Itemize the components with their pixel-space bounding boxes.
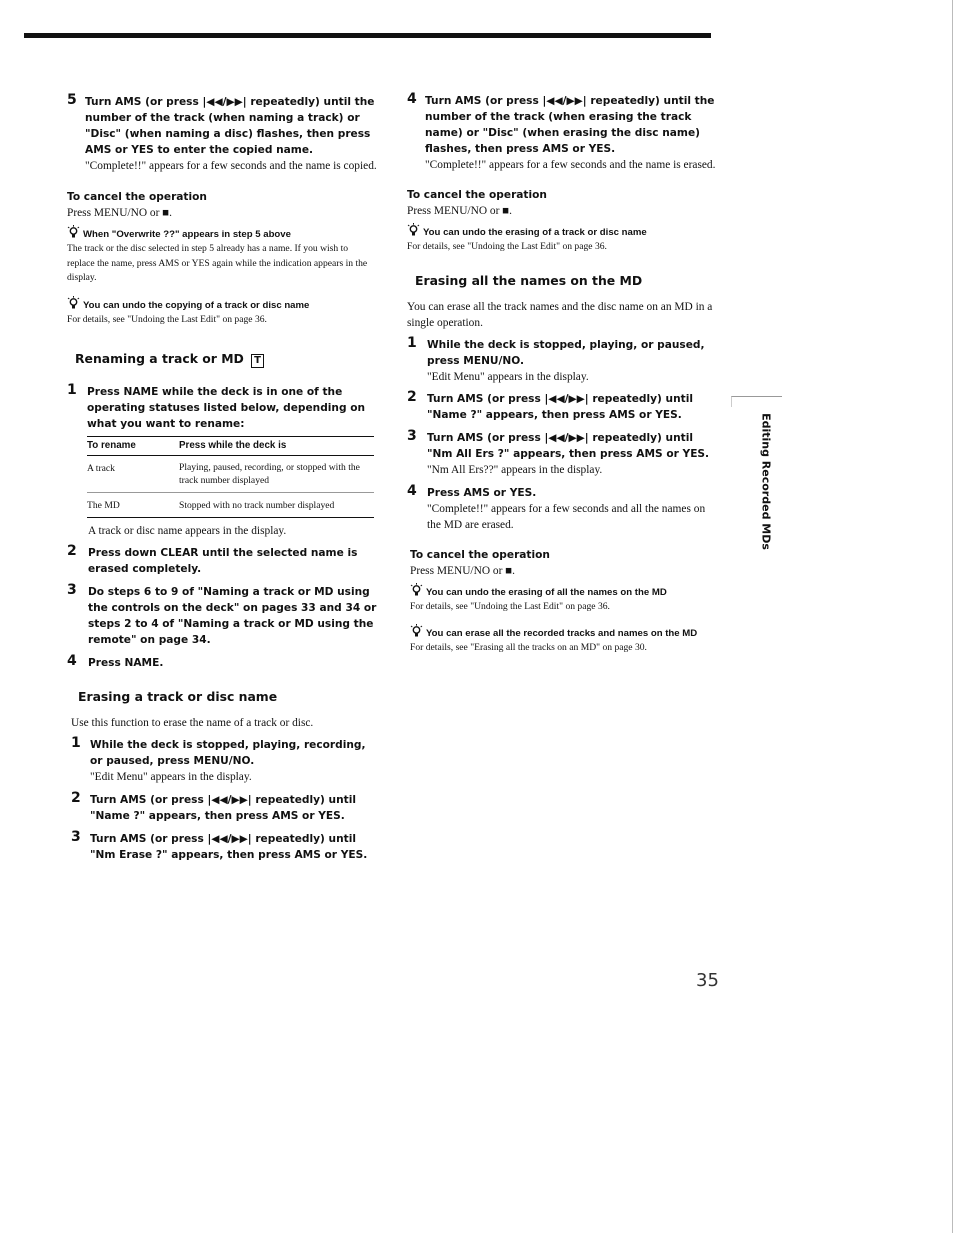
step-number: 1 <box>71 734 81 751</box>
rename-table <box>87 436 374 518</box>
lightbulb-icon <box>410 583 423 597</box>
step-note: "Complete!!" appears for a few seconds and all the names on the MD are erased. <box>427 502 706 531</box>
tip-overwrite <box>67 225 377 286</box>
left-column <box>67 94 377 863</box>
erase-all-step-1 <box>407 334 717 385</box>
step-text: Turn AMS (or press |◀◀/▶▶| repeatedly) until the number of the track (when erasing the track name) or "Disc" (when erasing the disc name) flashes, then press AMS or YES. <box>425 95 715 155</box>
step-number: 2 <box>407 388 417 405</box>
step-note: "Edit Menu" appears in the display. <box>90 770 252 783</box>
cancel-text: Press MENU/NO or ■. <box>410 564 515 577</box>
tip-text: For details, see "Erasing all the tracks on an MD" on page 30. <box>410 642 647 653</box>
tip-undo-erase <box>407 223 717 255</box>
tip-heading: You can undo the erasing of a track or disc name <box>423 227 647 238</box>
section-title-renaming: Renaming a track or MD T <box>67 351 377 368</box>
cancel-text: Press MENU/NO or ■. <box>67 207 172 219</box>
erase-all-step-2 <box>407 388 717 423</box>
step-number: 1 <box>407 334 417 351</box>
erase-step-2 <box>67 789 377 824</box>
erase-all-step-4 <box>407 482 717 533</box>
rename-step-2 <box>67 542 377 577</box>
table-cell: Playing, paused, recording, or stopped with the track number displayed <box>179 462 360 486</box>
rename-step-1 <box>67 384 377 432</box>
rename-note: A track or disc name appears in the display. <box>88 524 287 537</box>
table-header: Press while the deck is <box>179 440 287 451</box>
step-number: 3 <box>407 427 417 444</box>
lightbulb-icon <box>407 223 420 237</box>
tip-text: For details, see "Undoing the Last Edit" on page 36. <box>67 313 267 325</box>
erase-all-intro: You can erase all the track names and the disc name on an MD in a single operation. <box>407 300 713 329</box>
step-note: "Nm All Ers??" appears in the display. <box>427 463 603 476</box>
step-number: 4 <box>67 652 77 669</box>
tip-text: For details, see "Undoing the Last Edit" on page 36. <box>410 600 610 612</box>
section-title-erase-all: Erasing all the names on the MD <box>415 272 643 288</box>
rename-step-4 <box>67 652 377 671</box>
right-column <box>407 93 717 656</box>
step-text: Turn AMS (or press |◀◀/▶▶| repeatedly) until "Nm Erase ?" appears, then press AMS or YES. <box>90 832 368 861</box>
tip-erase-all-tracks <box>407 624 717 656</box>
rename-step-3 <box>67 581 377 648</box>
step-text: Turn AMS (or press |◀◀/▶▶| repeatedly) until "Nm All Ers ?" appears, then press AMS or YES. <box>427 431 710 460</box>
tip-heading: You can undo the copying of a track or disc name <box>83 299 310 311</box>
cancel-heading: To cancel the operation <box>407 189 547 201</box>
side-tab-marker <box>731 396 782 407</box>
remote-t-icon: T <box>251 354 264 368</box>
erase-intro: Use this function to erase the name of a track or disc. <box>71 716 314 729</box>
step-text: Press NAME while the deck is in one of the operating statuses listed below, depending on what you want to rename: <box>87 386 366 430</box>
table-cell: The MD <box>87 500 120 511</box>
step-text: While the deck is stopped, playing, recording, or paused, press MENU/NO. <box>90 738 366 767</box>
step-text: Turn AMS (or press |◀◀/▶▶| repeatedly) until "Name ?" appears, then press AMS or YES. <box>427 392 693 421</box>
lightbulb-icon <box>67 225 80 239</box>
table-row <box>87 493 374 518</box>
cancel-heading: To cancel the operation <box>67 191 207 203</box>
step-note: "Complete!!" appears for a few seconds and the name is copied. <box>85 160 377 172</box>
step-5 <box>67 94 377 174</box>
tip-undo-copy <box>67 296 377 328</box>
erase-all-step-3 <box>407 427 717 478</box>
cancel-heading: To cancel the operation <box>410 548 550 561</box>
tip-heading: When "Overwrite ??" appears in step 5 above <box>83 229 291 240</box>
table-cell: A track <box>87 463 115 474</box>
step-number: 3 <box>67 581 77 598</box>
step-text: Turn AMS (or press |◀◀/▶▶| repeatedly) until "Name ?" appears, then press AMS or YES. <box>90 793 356 822</box>
erase-step-3 <box>67 828 377 863</box>
step-number: 2 <box>71 789 81 806</box>
page-number: 35 <box>696 970 719 991</box>
tip-text: The track or the disc selected in step 5 already has a name. If you wish to replace the name, press AMS or YES again while the indication appears in the display. <box>67 243 368 283</box>
table-row <box>87 456 374 493</box>
tip-text: For details, see "Undoing the Last Edit" on page 36. <box>407 241 607 252</box>
tip-heading: You can erase all the recorded tracks and names on the MD <box>426 628 698 639</box>
erase-step-4 <box>407 93 717 173</box>
tip-heading: You can undo the erasing of all the names on the MD <box>426 586 667 598</box>
section-title-erasing: Erasing a track or disc name <box>78 688 278 704</box>
step-number: 4 <box>407 91 417 107</box>
step-number: 2 <box>67 542 77 559</box>
step-number: 3 <box>71 828 81 845</box>
side-tab <box>756 410 776 560</box>
step-text: Do steps 6 to 9 of "Naming a track or MD using the controls on the deck" on pages 33 and 34 or steps 2 to 4 of "Naming a track or MD using the remote" on page 34. <box>88 585 377 646</box>
lightbulb-icon <box>67 296 80 310</box>
step-text: Turn AMS (or press |◀◀/▶▶| repeatedly) until the number of the track (when naming a track) or "Disc" (when naming a disc) flashes, then press AMS or YES to enter the copied name. <box>85 96 375 156</box>
page-edge <box>952 0 953 1233</box>
side-tab-label: Editing Recorded MDs <box>759 413 773 550</box>
step-text: Press NAME. <box>88 656 164 669</box>
lightbulb-icon <box>410 624 423 638</box>
step-note: "Complete!!" appears for a few seconds and the name is erased. <box>425 159 716 171</box>
tip-undo-erase-all <box>407 583 717 615</box>
step-text: Press down CLEAR until the selected name is erased completely. <box>88 546 358 575</box>
step-text: Press AMS or YES. <box>427 486 537 499</box>
step-text: While the deck is stopped, playing, or paused, press MENU/NO. <box>427 338 705 367</box>
top-rule <box>24 33 711 38</box>
step-note: "Edit Menu" appears in the display. <box>427 370 589 383</box>
erase-step-1 <box>67 734 377 785</box>
step-number: 1 <box>67 382 77 398</box>
table-header: To rename <box>87 440 136 451</box>
table-cell: Stopped with no track number displayed <box>179 500 335 511</box>
cancel-text: Press MENU/NO or ■. <box>407 205 512 217</box>
step-number: 5 <box>67 92 77 108</box>
step-number: 4 <box>407 482 417 499</box>
